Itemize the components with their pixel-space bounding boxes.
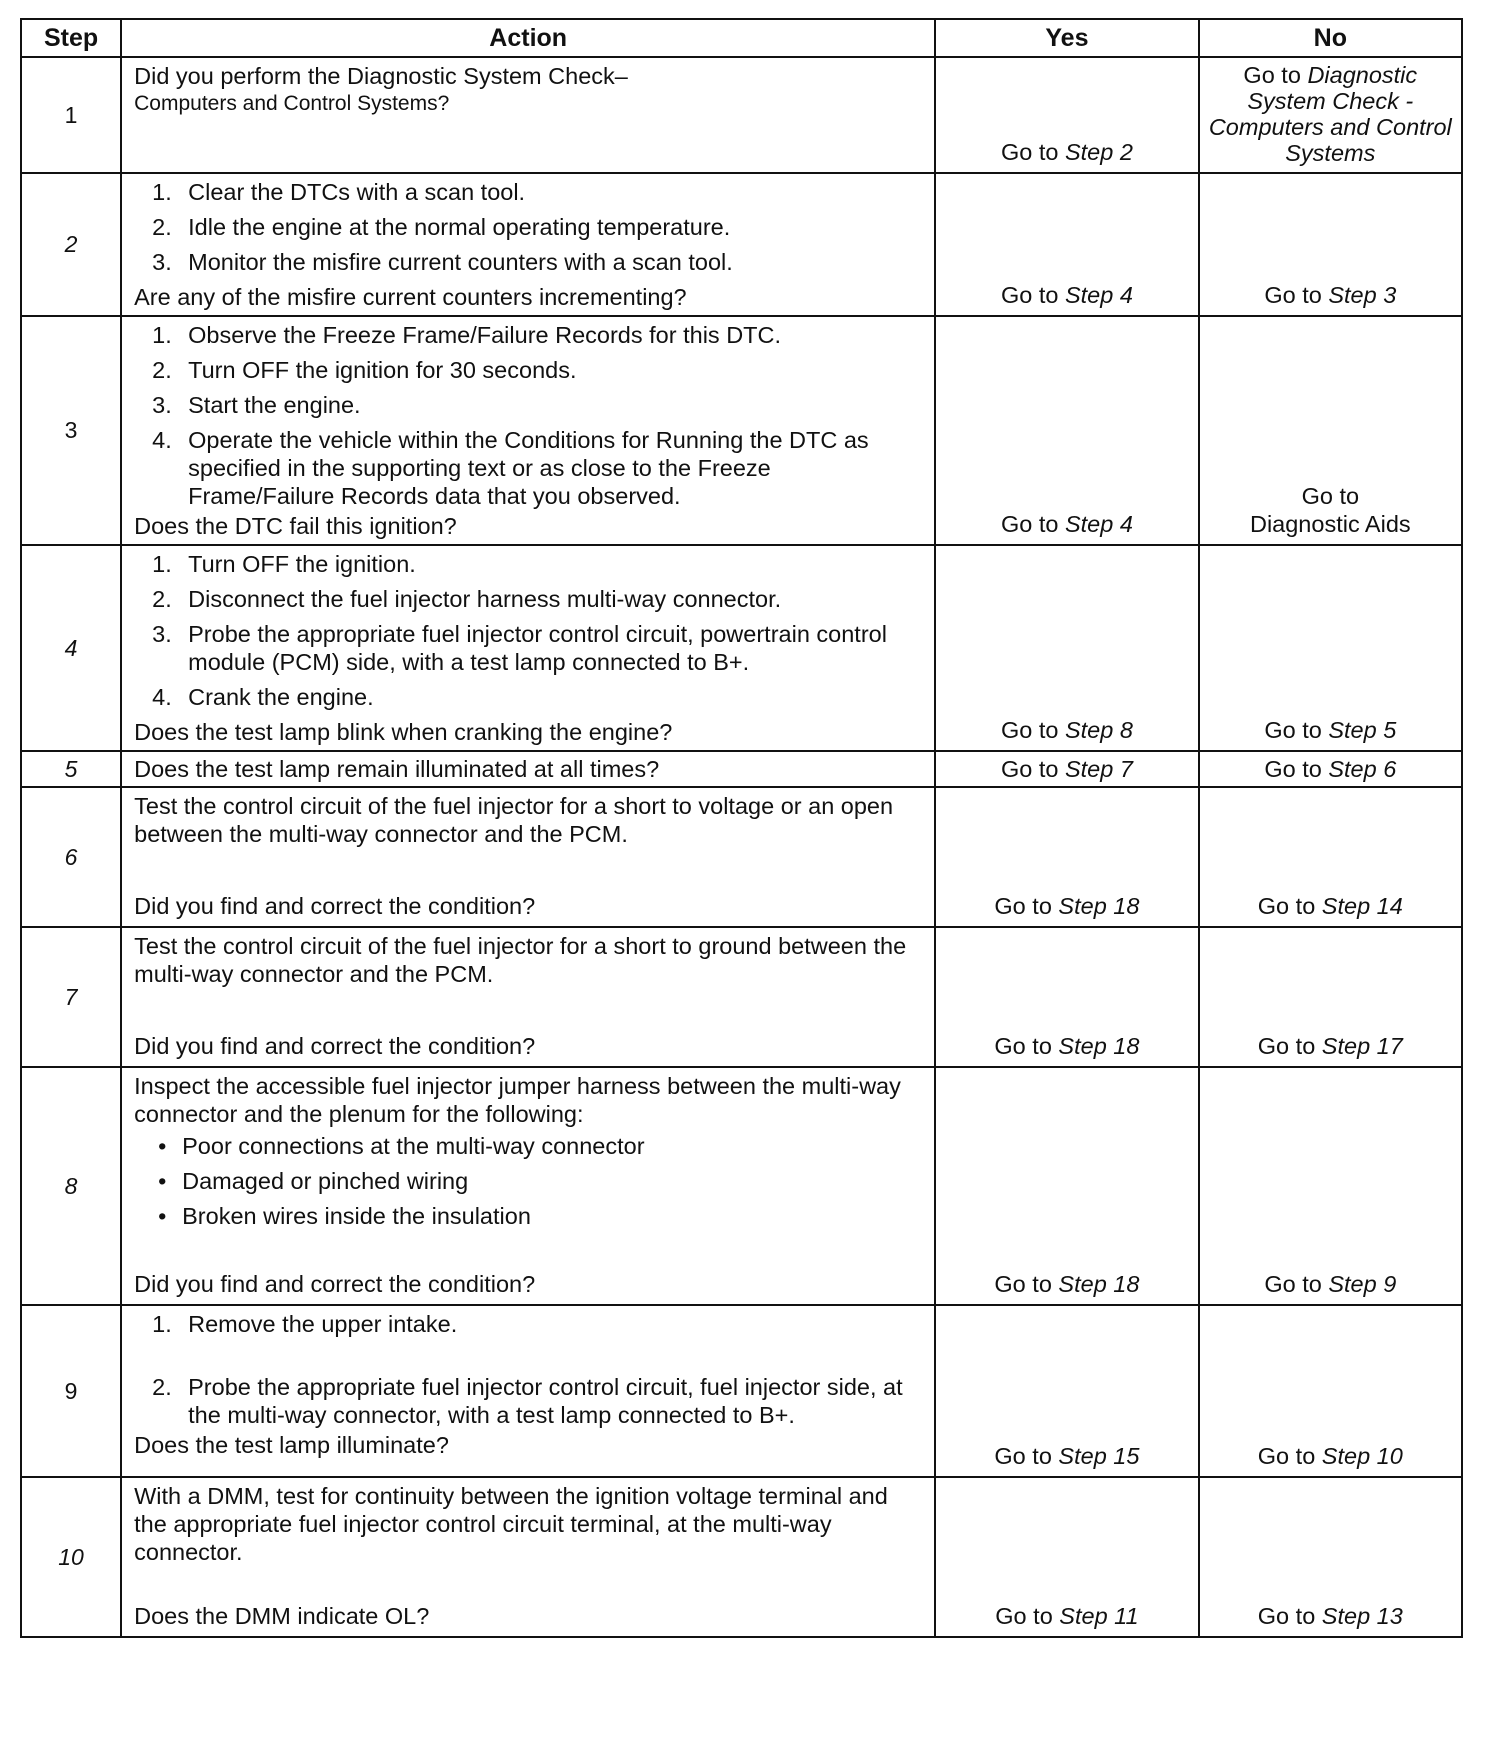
yes-link[interactable]: Step 2 [1064, 139, 1133, 165]
yes-link[interactable]: Step 18 [1058, 893, 1140, 919]
step-number: 4 [21, 545, 121, 751]
action-text: Test the control circuit of the fuel injector for a short to ground between the multi-way connector and the PCM. [134, 933, 907, 987]
list-item: 1. Observe the Freeze Frame/Failure Records for this DTC. [152, 322, 782, 348]
no-link[interactable]: Step 10 [1321, 1443, 1403, 1469]
list-item: • Damaged or pinched wiring [158, 1168, 469, 1194]
list-item: • Poor connections at the multi-way connector [158, 1133, 645, 1159]
no-link[interactable]: Step 17 [1321, 1033, 1403, 1059]
action-cell [121, 1067, 935, 1305]
action-text: Did you perform the Diagnostic System Check– [134, 63, 628, 89]
action-question: Are any of the misfire current counters incrementing? [134, 284, 687, 310]
no-link[interactable]: Step 3 [1328, 282, 1397, 308]
yes-cell: Go to Step 18 [935, 787, 1198, 927]
step-number: 3 [21, 316, 121, 545]
yes-link[interactable]: Step 7 [1064, 756, 1133, 782]
action-text: Inspect the accessible fuel injector jumper harness between the multi-way connector and the plenum for the following: [134, 1073, 901, 1127]
action-cell [121, 1305, 935, 1477]
yes-link[interactable]: Step 18 [1058, 1033, 1140, 1059]
no-cell: Go to Step 13 [1199, 1477, 1462, 1637]
yes-cell: Go to Step 4 [935, 173, 1198, 316]
action-question: Did you find and correct the condition? [134, 1033, 536, 1059]
no-cell: Go to Step 17 [1199, 927, 1462, 1067]
action-cell [121, 173, 935, 316]
table-row [21, 1067, 1462, 1305]
list-item: 3. Monitor the misfire current counters with a scan tool. [152, 249, 733, 275]
action-cell [121, 927, 935, 1067]
list-item: • Broken wires inside the insulation [158, 1203, 531, 1229]
yes-cell: Go to Step 8 [935, 545, 1198, 751]
yes-cell: Go to Step 4 [935, 316, 1198, 545]
no-cell: Go to Step 6 [1199, 751, 1462, 787]
step-number: 8 [21, 1067, 121, 1305]
step-number: 2 [21, 173, 121, 316]
step-number: 1 [21, 57, 121, 173]
yes-link[interactable]: Step 8 [1064, 717, 1133, 743]
no-link[interactable]: Step 13 [1321, 1603, 1403, 1629]
table-row [21, 1477, 1462, 1637]
step-number: 5 [21, 751, 121, 787]
list-item: 2. Probe the appropriate fuel injector control circuit, fuel injector side, at the multi-way connector, with a test lamp connected to B+. [152, 1374, 903, 1428]
action-cell [121, 1477, 935, 1637]
action-text: Test the control circuit of the fuel injector for a short to voltage or an open between the multi-way connector and the PCM. [134, 793, 894, 847]
list-item: 4. Operate the vehicle within the Conditions for Running the DTC as specified in the supporting text or as close to the Freeze Frame/Failure Records data that you observed. [152, 427, 869, 509]
yes-cell: Go to Step 7 [935, 751, 1198, 787]
list-item: 3. Probe the appropriate fuel injector control circuit, powertrain control module (PCM) side, with a test lamp connected to B+. [152, 621, 887, 675]
header-yes: Yes [935, 19, 1198, 57]
table-row [21, 545, 1462, 751]
no-cell: Go to Step 5 [1199, 545, 1462, 751]
action-cell [121, 787, 935, 927]
action-question: Does the test lamp remain illuminated at all times? [134, 756, 660, 782]
no-cell: Go to Step 9 [1199, 1067, 1462, 1305]
no-cell: Go to Diagnostic Aids [1199, 316, 1462, 545]
yes-link[interactable]: Step 15 [1058, 1443, 1140, 1469]
action-text: Computers and Control Systems? [134, 92, 450, 115]
list-item: 2. Turn OFF the ignition for 30 seconds. [152, 357, 577, 383]
header-action: Action [121, 19, 935, 57]
header-step: Step [21, 19, 121, 57]
list-item: 1. Clear the DTCs with a scan tool. [152, 179, 526, 205]
table-row [21, 316, 1462, 545]
action-cell [121, 545, 935, 751]
table-row [21, 1305, 1462, 1477]
yes-link[interactable]: Step 4 [1064, 282, 1133, 308]
no-link[interactable]: Step 5 [1328, 717, 1397, 743]
yes-link[interactable]: Step 18 [1058, 1271, 1140, 1297]
no-cell: Go to Step 14 [1199, 787, 1462, 927]
action-question: Did you find and correct the condition? [134, 893, 536, 919]
no-cell: Go to Diagnostic System Check - Computers and Control Systems [1199, 57, 1462, 173]
action-question: Does the test lamp blink when cranking the engine? [134, 719, 673, 745]
table-row [21, 927, 1462, 1067]
list-item: 2. Idle the engine at the normal operating temperature. [152, 214, 731, 240]
table-row [21, 787, 1462, 927]
no-link[interactable]: Step 14 [1321, 893, 1403, 919]
no-link[interactable]: Step 6 [1328, 756, 1397, 782]
no-link[interactable]: Step 9 [1328, 1271, 1397, 1297]
action-cell [121, 57, 935, 173]
action-cell [121, 751, 935, 787]
action-question: Does the DMM indicate OL? [134, 1603, 430, 1629]
table-row [21, 173, 1462, 316]
step-number: 7 [21, 927, 121, 1067]
action-question: Does the test lamp illuminate? [134, 1432, 449, 1458]
action-question: Does the DTC fail this ignition? [134, 513, 457, 539]
no-link[interactable]: Diagnostic System Check - Computers and Control Systems [1208, 62, 1452, 166]
list-item: 1. Turn OFF the ignition. [152, 551, 416, 577]
action-question: Did you find and correct the condition? [134, 1271, 536, 1297]
yes-cell: Go to Step 15 [935, 1305, 1198, 1477]
no-cell: Go to Step 10 [1199, 1305, 1462, 1477]
header-row [21, 19, 1462, 57]
step-number: 9 [21, 1305, 121, 1477]
yes-cell: Go to Step 18 [935, 927, 1198, 1067]
step-number: 6 [21, 787, 121, 927]
no-cell: Go to Step 3 [1199, 173, 1462, 316]
yes-cell: Go to Step 2 [935, 57, 1198, 173]
yes-cell: Go to Step 11 [935, 1477, 1198, 1637]
action-cell [121, 316, 935, 545]
table-row [21, 751, 1462, 787]
yes-link[interactable]: Step 4 [1064, 511, 1133, 537]
list-item: 3. Start the engine. [152, 392, 361, 418]
action-text: With a DMM, test for continuity between the ignition voltage terminal and the appropriate fuel injector control circuit terminal, at the multi-way connector. [134, 1483, 888, 1565]
diagnostic-table [20, 18, 1463, 1638]
yes-link[interactable]: Step 11 [1059, 1603, 1139, 1629]
header-no: No [1199, 19, 1462, 57]
table-row [21, 57, 1462, 173]
no-link[interactable]: Diagnostic Aids [1249, 511, 1411, 537]
yes-cell: Go to Step 18 [935, 1067, 1198, 1305]
list-item: 2. Disconnect the fuel injector harness multi-way connector. [152, 586, 782, 612]
list-item: 1. Remove the upper intake. [152, 1311, 458, 1337]
list-item: 4. Crank the engine. [152, 684, 374, 710]
step-number: 10 [21, 1477, 121, 1637]
